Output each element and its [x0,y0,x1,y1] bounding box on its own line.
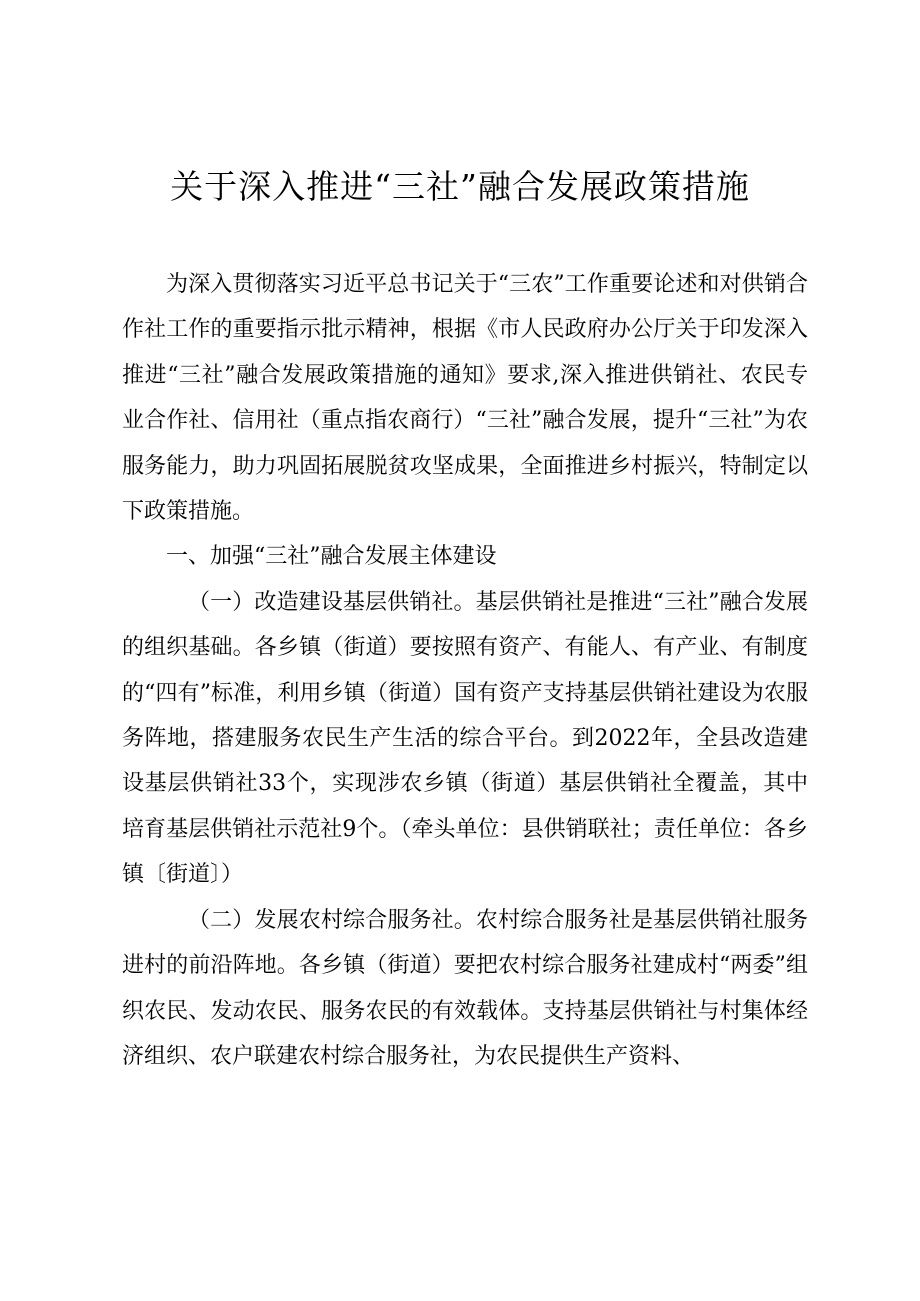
document-body [122,262,808,1079]
item-paragraph-1: （一）改造建设基层供销社。基层供销社是推进“三社”融合发展的组织基础。各乡镇（街道）要按照有资产、有能人、有产业、有制度的“四有”标准，利用乡镇（街道）国有资产支持基层供销社建设为农服务阵地，搭建服务农民生产生活的综合平台。到2022年，全县改造建设基层供销社33个，实现涉农乡镇（街道）基层供销社全覆盖，其中培育基层供销社示范社9个。（牵头单位：县供销联社；责任单位：各乡镇〔街道〕） [122,589,808,888]
item-paragraph-2: （二）发展农村综合服务社。农村综合服务社是基层供销社服务进村的前沿阵地。各乡镇（街道）要把农村综合服务社建成村“两委”组织农民、发动农民、服务农民的有效载体。支持基层供销社与村集体经济组织、农户联建农村综合服务社，为农民提供生产资料、 [122,907,808,1069]
document-title: 关于深入推进“三社”融合发展政策措施 [170,167,750,206]
intro-paragraph: 为深入贯彻落实习近平总书记关于“三农”工作重要论述和对供销合作社工作的重要指示批示精神，根据《市人民政府办公厅关于印发深入推进“三社”融合发展政策措施的通知》要求,深入推进供销社、农民专业合作社、信用社（重点指农商行）“三社”融合发展，提升“三社”为农服务能力，助力巩固拓展脱贫攻坚成果，全面推进乡村振兴，特制定以下政策措施。 [122,272,808,525]
section-heading-1: 一、加强“三社”融合发展主体建设 [166,544,497,570]
